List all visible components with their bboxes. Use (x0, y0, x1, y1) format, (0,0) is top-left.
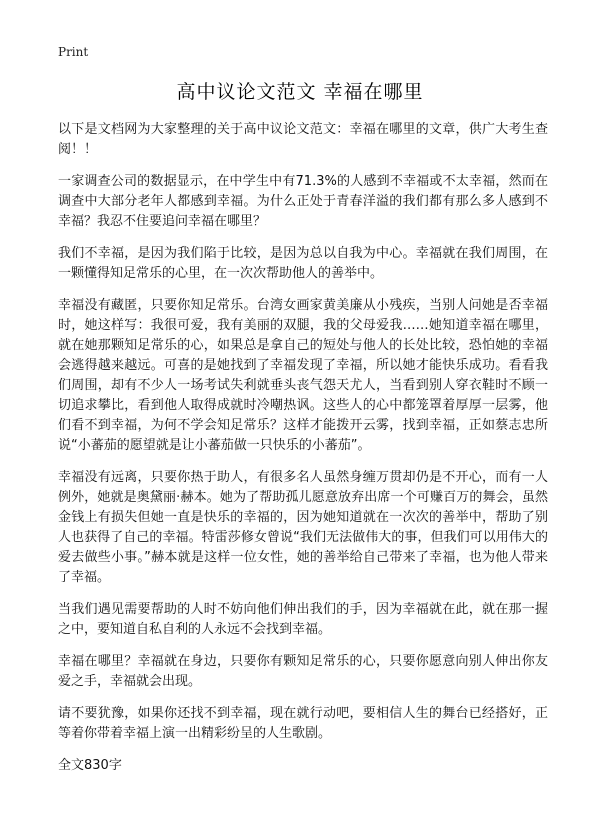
paragraph-intro: 以下是文档网为大家整理的关于高中议论文范文：幸福在哪里的文章，供广大考生查阅！！ (58, 122, 548, 157)
paragraph-helping-others: 幸福没有远离，只要你热于助人，有很多名人虽然身缠万贯却仍是不开心，而有一人例外，她就是奥黛丽·赫本。她为了帮助孤儿愿意放弃出席一个可赚百万的舞会，虽然金钱上有损失但她一直是快乐的幸福的，因为她知道就在一次次的善举中，帮助了别人也获得了自己的幸福。特雷莎修女曾说“我们无法做伟大的事，但我们可以用伟大的爱去做些小事。”赫本就是这样一位女性，她的善举给自己带来了幸福，也为他人带来了幸福。 (58, 470, 548, 585)
paragraph-reach-out: 当我们遇见需要帮助的人时不妨向他们伸出我们的手，因为幸福就在此，就在那一握之中，要知道自私自利的人永远不会找到幸福。 (58, 602, 548, 637)
word-count: 全文830字 (58, 758, 122, 773)
paragraph-where-happiness: 幸福在哪里？幸福就在身边，只要你有颗知足常乐的心，只要你愿意向别人伸出你友爱之手，幸福就会出现。 (58, 654, 548, 689)
paragraph-survey: 一家调查公司的数据显示，在中学生中有71.3%的人感到不幸福或不太幸福，然而在调查中大部分老年人都感到幸福。为什么正处于青春洋溢的我们都有那么多人感到不幸福？我忍不住要追问幸福在哪里？ (58, 174, 548, 229)
page-title: 高中议论文范文 幸福在哪里 (176, 81, 424, 103)
print-link[interactable]: Print (58, 45, 89, 59)
paragraph-conclusion: 请不要犹豫，如果你还找不到幸福，现在就行动吧，要相信人生的舞台已经搭好，正等着你带着幸福上演一出精彩纷呈的人生歌剧。 (58, 706, 548, 741)
paragraph-thesis: 我们不幸福，是因为我们陷于比较，是因为总以自我为中心。幸福就在我们周围，在一颗懂得知足常乐的心里，在一次次帮助他人的善举中。 (58, 246, 548, 281)
paragraph-contentment: 幸福没有藏匿，只要你知足常乐。台湾女画家黄美廉从小残疾，当别人问她是否幸福时，她这样写：我很可爱，我有美丽的双腿，我的父母爱我……她知道幸福在哪里，就在她那颗知足常乐的心，如果总是拿自己的短处与他人的长处比较，恐怕她的幸福会逃得越来越远。可喜的是她找到了幸福发现了幸福，所以她才能快乐成功。看看我们周围，却有不少人一场考试失利就垂头丧气怨天尤人，当看到别人穿衣鞋时不顾一切追求攀比，看到他人取得成就时冷嘲热讽。这些人的心中都笼罩着厚厚一层雾，他们看不到幸福，为何不学会知足常乐？这样才能拨开云雾，找到幸福，正如蔡志忠所说“小蕃茄的愿望就是让小蕃茄做一只快乐的小蕃茄”。 (58, 298, 548, 453)
article-body (58, 120, 548, 776)
